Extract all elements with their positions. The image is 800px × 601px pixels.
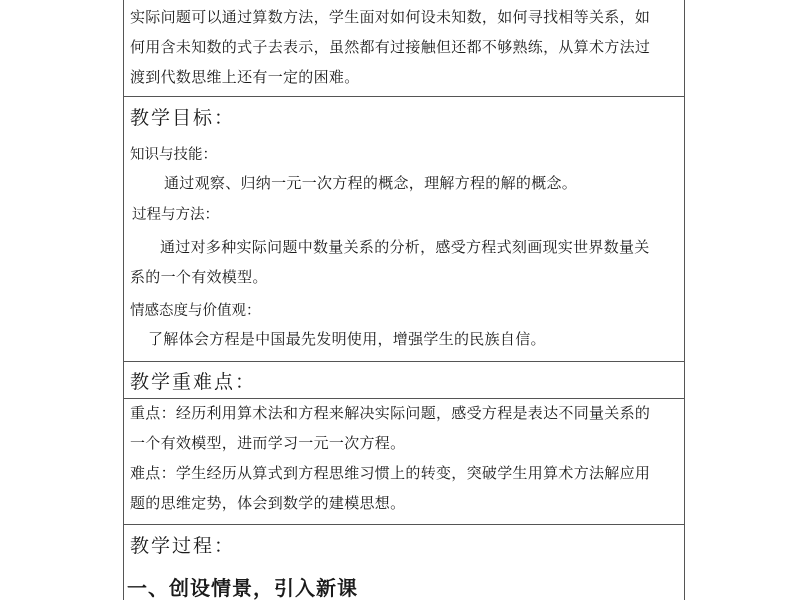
focus-line-2: 一个有效模型，进而学习一元一次方程。 <box>130 434 406 452</box>
process-line-2: 系的一个有效模型。 <box>130 268 268 286</box>
process-line-1: 通过对多种实际问题中数量关系的分析，感受方程式刻画现实世界数量关 <box>160 238 650 256</box>
intro-paragraph <box>130 2 678 92</box>
process-block <box>132 202 680 228</box>
step-one-block <box>127 572 675 601</box>
emotion-heading: 情感态度与价值观： <box>130 303 261 319</box>
process-section-title: 教学过程： <box>130 535 236 557</box>
intro-line-3: 渡到代数思维上还有一定的困难。 <box>130 68 360 86</box>
difficulty-line-2: 题的思维定势，体会到数学的建模思想。 <box>130 494 406 512</box>
objectives-section <box>130 104 678 132</box>
step-one-heading: 一、创设情景，引入新课 <box>127 576 358 600</box>
process-section <box>130 532 678 560</box>
row-divider-2 <box>123 361 685 362</box>
knowledge-text: 通过观察、归纳一元一次方程的概念，理解方程的解的概念。 <box>164 174 578 192</box>
key-points-body <box>130 398 678 518</box>
knowledge-block <box>130 142 678 198</box>
emotion-text: 了解体会方程是中国最先发明使用，增强学生的民族自信。 <box>148 330 546 348</box>
focus-line-1: 重点：经历利用算术法和方程来解决实际问题，感受方程是表达不同量关系的 <box>130 404 651 422</box>
process-heading: 过程与方法： <box>132 207 219 223</box>
knowledge-heading: 知识与技能： <box>130 147 217 163</box>
emotion-block <box>130 298 678 354</box>
objectives-title: 教学目标： <box>130 107 236 129</box>
table-right-border <box>684 0 685 600</box>
key-points-section <box>130 368 678 396</box>
intro-line-1: 实际问题可以通过算数方法，学生面对如何设未知数，如何寻找相等关系，如 <box>130 8 651 26</box>
intro-line-2: 何用含未知数的式子去表示，虽然都有过接触但还都不够熟练，从算术方法过 <box>130 38 651 56</box>
row-divider-4 <box>123 524 685 525</box>
key-points-title: 教学重难点： <box>130 371 257 393</box>
difficulty-line-1: 难点：学生经历从算式到方程思维习惯上的转变，突破学生用算术方法解应用 <box>130 464 651 482</box>
row-divider-1 <box>123 96 685 97</box>
process-text-block <box>130 232 678 292</box>
table-left-border <box>123 0 124 600</box>
